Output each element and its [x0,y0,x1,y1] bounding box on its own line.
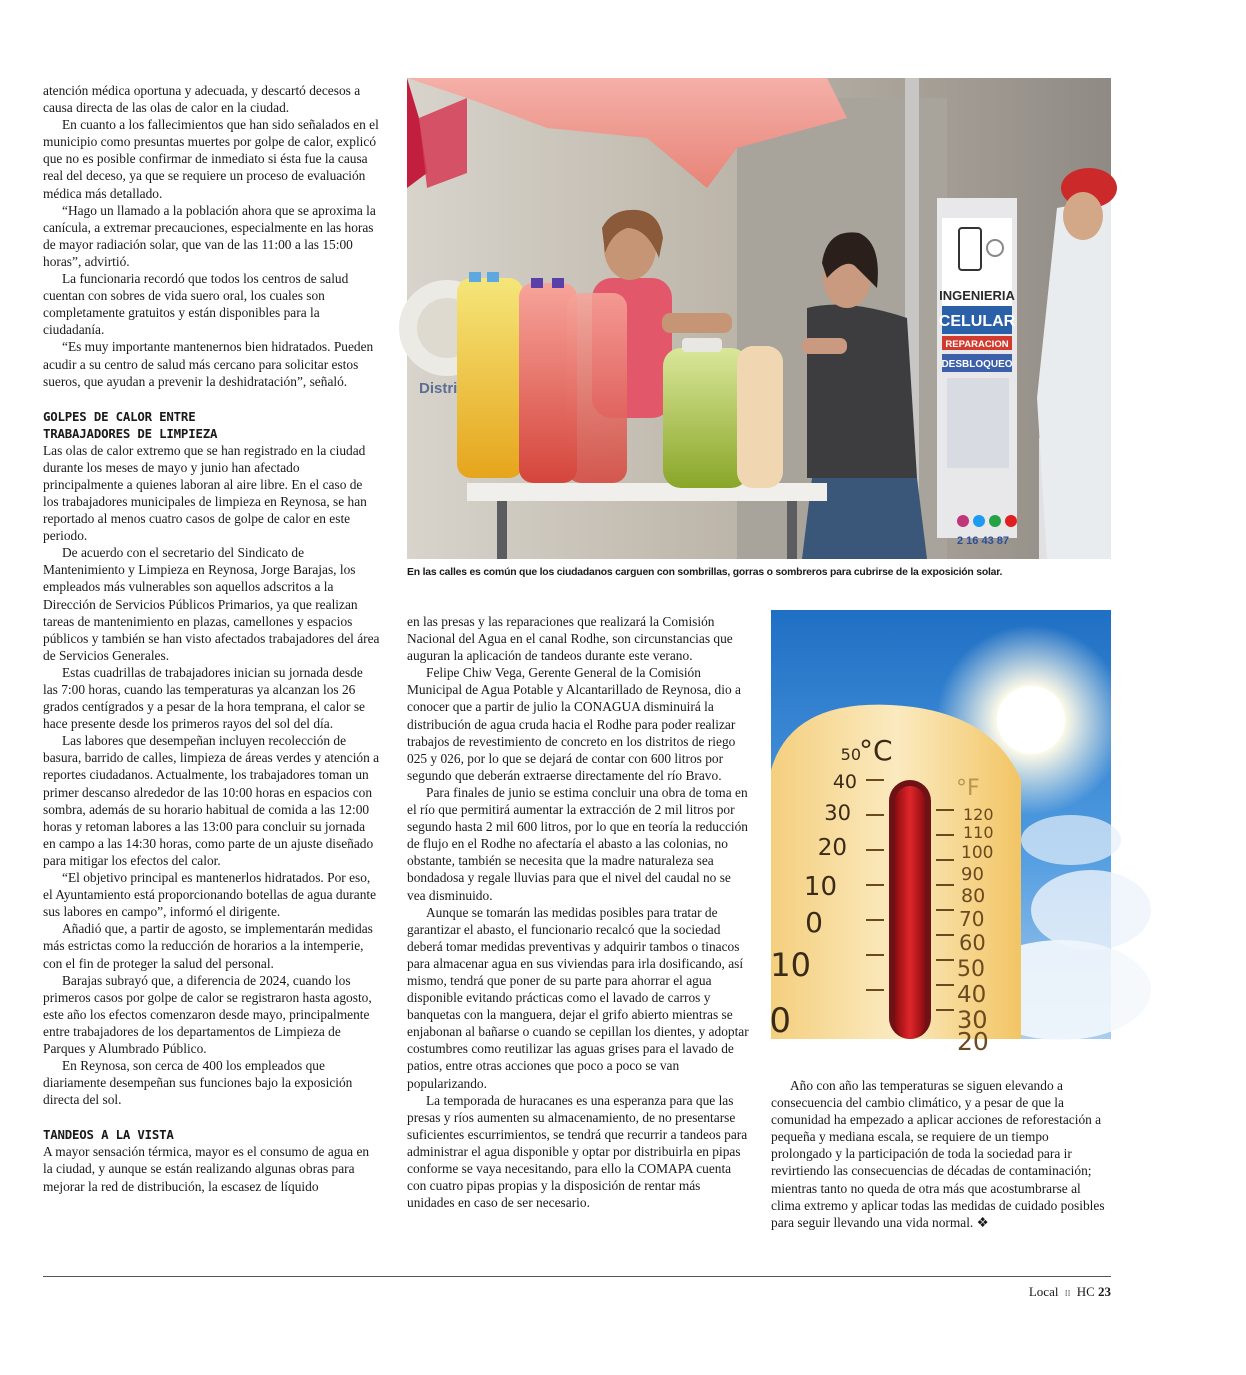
body-paragraph: En cuanto a los fallecimientos que han sido señalados en el municipio como presuntas muertes por golpe de calor, explicó que no es posible confirmar de inmediato si ésta fue la causa real del deceso, ya que se requiere un proceso de evaluación médica más detallado. [43,117,379,201]
fahrenheit-tick-label: 60 [959,931,986,955]
body-paragraph: “Hago un llamado a la población ahora que se aproxima la canícula, a extremar precauciones, especialmente en las horas de mayor radiación solar, que van de las 11:00 a las 15:00 horas”, advirtió. [43,202,376,269]
heading-line: GOLPES DE CALOR ENTRE [43,408,196,424]
article-column-1 [43,82,380,1195]
street-vendor-photo [407,78,1111,559]
publication-name: HC [1076,1284,1095,1299]
body-paragraph: Para finales de junio se estima concluir una obra de toma en el río que permitirá aumentar la extracción de 2 mil litros por segundo hasta 2 mil 600 litros, por lo que en teoría la reducción de flujo en el Rodhe no afectaría el abasto a las colonias, no obstante, también se necesita que la madre naturaleza sea bondadosa y regale lluvias para que el nivel del caudal no se vea disminuido. [407,784,749,903]
article-column-3 [771,1077,1111,1231]
fahrenheit-tick-label: 120 [963,805,994,824]
article-column-2 [407,613,749,1211]
heading-line: TRABAJADORES DE LIMPIEZA [43,425,218,441]
footer-rule [43,1276,1111,1277]
body-paragraph: A mayor sensación térmica, mayor es el consumo de agua en la ciudad, y aunque se están realizando algunas obras para mejorar la red de distribución, la escasez de líquido [43,1144,370,1194]
fahrenheit-tick-label: 40 [957,982,987,1008]
fahrenheit-tick-label: 100 [961,843,994,863]
section-heading-golpes-de-calor [43,408,380,442]
shop-phone-number: 2 16 43 87 [957,535,1009,547]
body-paragraph: “El objetivo principal es mantenerlos hidratados. Por eso, el Ayuntamiento está proporcionando botellas de agua durante sus labores en campo”, informó el dirigente. [43,870,377,920]
celsius-unit-label: °C [859,734,893,767]
shop-sign-ingenieria: INGENIERIA [939,288,1015,303]
body-paragraph: Aunque se tomarán las medidas posibles para tratar de garantizar el abasto, el funcionario recalcó que la sociedad deberá tomar medidas preventivas y adquirir tambos o tinacos para almacenar agua en sus viviendas para irla dosificando, así mismo, tendrá que poner de su parte para ahorrar el agua disponible evitando prácticas como el lavado de carros y banquetas con la manguera, dejar el grifo abierto mientras se enjabonan al bañarse o cuando se cepillan los dientes, y adoptar costumbres como reutilizar las aguas grises para el lavado de patios, entre otras acciones que poco a poco se van popularizando. [407,904,749,1091]
fahrenheit-tick-label: 80 [961,885,986,907]
body-paragraph: De acuerdo con el secretario del Sindicato de Mantenimiento y Limpieza en Reynosa, Jorge Barajas, los empleados más vulnerables son aquellos adscritos a la Dirección de Servicios Públicos Primarios, ya que realizan tareas de mantenimiento en plazas, camellones y espacios públicos y también se han visto afectados trabajadores del área de Servicios Generales. [43,545,380,663]
celsius-tick-label: 50 [840,745,861,764]
body-paragraph: atención médica oportuna y adecuada, y descartó decesos a causa directa de las olas de calor en la ciudad. [43,83,361,116]
celsius-tick-label: 0 [769,1001,791,1041]
shop-sign-reparacion: REPARACION [945,339,1009,350]
sign-distri-text: Distri [419,380,458,397]
section-heading-tandeos: TANDEOS A LA VISTA [43,1127,174,1143]
body-paragraph: “Es muy importante mantenernos bien hidratados. Pueden acudir a su centro de salud más cercano para solicitar estos sueros, que ayudan a prevenir la deshidratación”, señaló. [43,339,374,389]
celsius-tick-label: 20 [817,835,847,861]
celsius-tick-label: 10 [770,946,811,984]
page-folio [1029,1284,1111,1302]
thermometer-illustration [769,610,1111,1056]
body-paragraph: Las olas de calor extremo que se han registrado en la ciudad durante los meses de mayo y junio han afectado principalmente a quienes laboran al aire libre. En el caso de los trabajadores municipales de limpieza en Reynosa, se han reportado al menos cuatro casos de golpe de calor en este periodo. [43,442,367,544]
body-paragraph: Felipe Chiw Vega, Gerente General de la Comisión Municipal de Agua Potable y Alcantarillado de Reynosa, dio a conocer que a partir de julio la CONAGUA disminuirá la distribución de agua cruda hacia el Rodhe para poder realizar trabajos de revestimiento de concreto en los distritos de riego 025 y 026, por lo que se dejará de contar con 600 litros por segundo que deberán extraerse directamente del río Bravo. [407,665,741,783]
street-vendor-illustration [407,78,1111,559]
shop-sign-celular: CELULAR [938,313,1016,330]
body-paragraph: en las presas y las reparaciones que realizará la Comisión Nacional del Agua en el canal Rodhe, son circunstancias que auguran la aplicación de tandeos durante este verano. [407,614,733,664]
celsius-tick-label: 40 [832,771,857,793]
fahrenheit-tick-label: 110 [963,823,994,842]
fahrenheit-tick-label: 70 [959,907,985,931]
body-paragraph: En Reynosa, son cerca de 400 los empleados que diariamente desempeñan sus funciones bajo la exposición directa del sol. [43,1058,353,1108]
body-paragraph: La temporada de huracanes es una esperanza para que las presas y ríos aumenten su almacenamiento, de no presentarse suficientes escurrimientos, se tendrá que recurrir a tandeos para administrar el agua disponible y optar por distribuirla en pipas conforme se vaya necesitando, para ello la COMAPA cuenta con cuatro pipas propias y la disposición de rentar más unidades en caso de ser necesario. [407,1092,748,1211]
page-number: 23 [1098,1284,1111,1299]
body-paragraph: Barajas subrayó que, a diferencia de 2024, cuando los primeros casos por golpe de calor se registraron hasta agosto, este año los efectos comenzaron desde mayo, principalmente entre trabajadores de los departamentos de Limpieza de Parques y Alumbrado Público. [43,972,372,1056]
thermometer-photo [769,610,1111,1056]
photo-caption: En las calles es común que los ciudadanos carguen con sombrillas, gorras o sombreros para cubrirse de la exposición solar. [407,567,1003,578]
shop-sign-desbloqueo: DESBLOQUEO [941,359,1013,370]
body-paragraph: Añadió que, a partir de agosto, se implementarán medidas más estrictas como la reducción de horarios a la intemperie, con el fin de proteger la salud del personal. [43,921,373,971]
fahrenheit-unit-label: °F [956,776,980,801]
celsius-tick-label: 10 [803,872,837,902]
body-paragraph: Las labores que desempeñan incluyen recolección de basura, barrido de calles, limpieza de áreas verdes y atención a reportes ciudadanos. Actualmente, los trabajadores toman un primer descanso alrededor de las 10:00 horas en espacios con sombra, además de su horario habitual de comida a las 12:00 horas y retoman labores a las 13:00 para concluir su jornada en campo a las 14:30 horas, como parte de un ajuste diseñado para mitigar los efectos del calor. [43,733,380,868]
celsius-tick-label: 30 [824,801,851,825]
celsius-tick-label: 0 [805,906,823,939]
fahrenheit-tick-label: 30 [957,1006,988,1034]
body-paragraph: Año con año las temperaturas se siguen elevando a consecuencia del cambio climático, y a pesar de que la comunidad ha empezado a aplicar acciones de reforestación a pequeña y mediana escala, se requiere de un tiempo prolongado y la participación de toda la sociedad para ir revirtiendo las consecuencias de décadas de contaminación; mientras tanto no queda de otra más que acostumbrarse al clima extremo y aplicar todas las medidas de cuidado posibles para seguir llevando una vida normal. ❖ [771,1078,1105,1230]
fahrenheit-tick-label: 20 [957,1027,989,1056]
fahrenheit-tick-label: 50 [957,957,985,982]
body-paragraph: Estas cuadrillas de trabajadores inician su jornada desde las 7:00 horas, cuando las temperaturas ya alcanzan los 26 grados centígrados y a pesar de la hora temprana, el calor se hace presente desde los primeros rayos del sol del día. [43,664,365,732]
fahrenheit-tick-label: 90 [961,864,984,885]
section-name: Local [1028,1284,1059,1299]
body-paragraph: La funcionaria recordó que todos los centros de salud cuentan con sobres de vida suero oral, los cuales son completamente gratuitos y están disponibles para la ciudadanía. [43,271,349,338]
folio-separator: ⁞⁞ [1064,1289,1071,1299]
